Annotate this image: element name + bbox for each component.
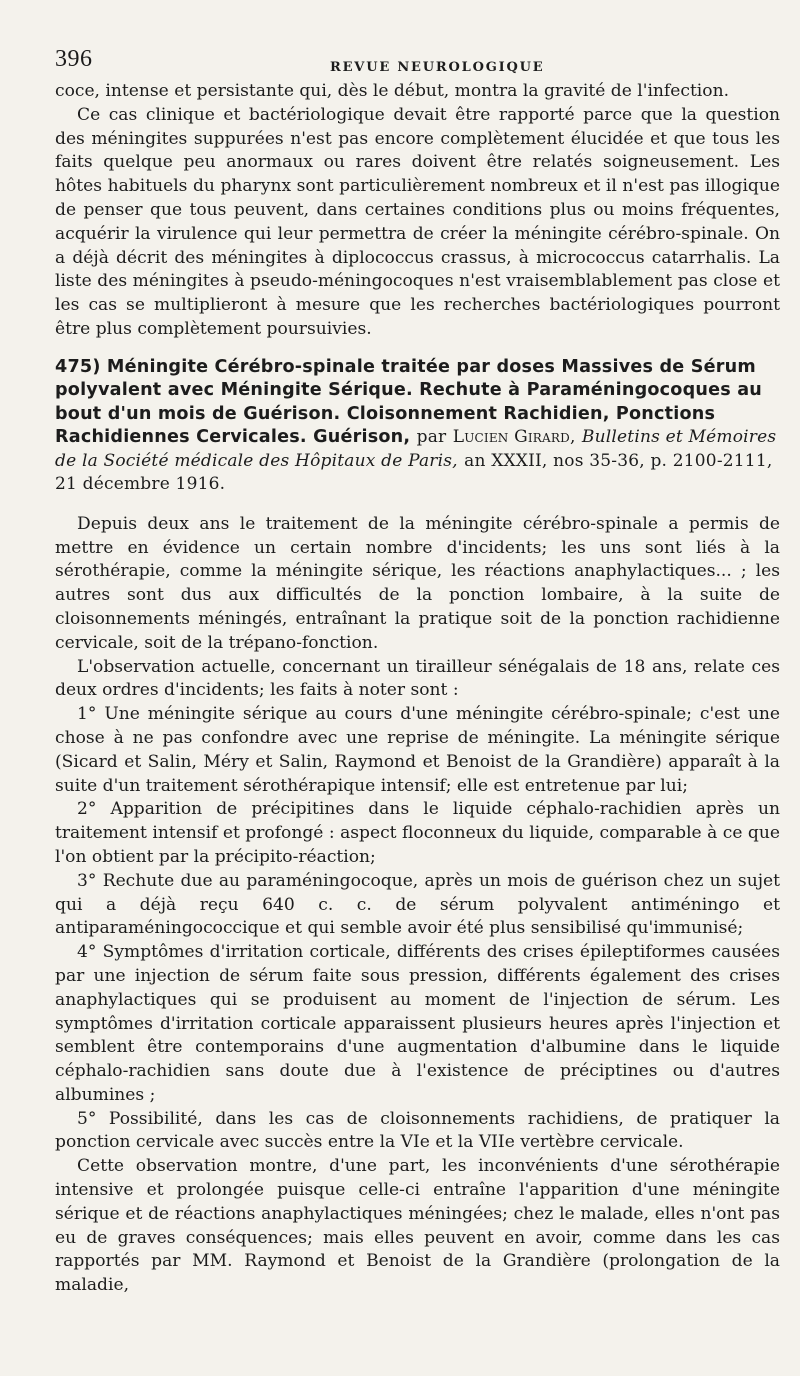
abstract-body [55,513,780,1298]
journal-page [55,40,780,1360]
body-paragraph: 1° Une méningite sérique au cours d'une méningite cérébro-spinale; c'est une chose à ne pas confondre avec une reprise de méningite. La méningite sérique (Sicard et Salin, Méry et Salin, Raymond et Benoist de la Grandière) apparaît à la suite d'un traitement sérothérapique intensif; elle est entretenue par lui; [55,704,780,796]
body-paragraph: 2° Apparition de précipitines dans le liquide céphalo-rachidien après un traitement intensif et profongé : aspect floconneux du liquide, comparable à ce que l'on obtient par la précipito-réaction; [55,799,780,867]
abstract-number: 475) [55,356,101,377]
body-paragraph: L'observation actuelle, concernant un tirailleur sénégalais de 18 ans, relate ces deux ordres d'incidents; les faits à noter sont : [55,656,780,701]
page-number: 396 [55,46,93,72]
abstract-citation: an XXXII, nos 35-36, p. 2100-2111, 21 décembre 1916. [55,450,773,495]
abstract-heading [55,356,780,497]
page-header [55,40,780,80]
abstract-title-line [55,356,780,497]
intro-paragraph: Ce cas clinique et bactériologique devait être rapporté parce que la question des méningites suppurées n'est pas encore complètement élucidée et que tous les faits quelque peu anormaux ou rares doivent être relatés soigneusement. Les hôtes habituels du pharynx sont particulièrement nombreux et il n'est pas illogique de penser que tous peuvent, dans certaines conditions plus ou moins fréquentes, acquérir la virulence qui leur permettra de créer la méningite cérébro-spinale. On a déjà décrit des méningites à diplococcus crassus, à micrococcus catarrhalis. La liste des méningites à pseudo-méningocoques n'est vraisemblablement pas close et les cas se multiplieront à mesure que les recherches bactériologiques pourront être plus complètement poursuivies. [55,104,780,339]
running-head: REVUE NEUROLOGIQUE [330,60,545,75]
abstract-author: Lucien Girard, [452,427,576,448]
abstract-source: Bulletins et Mémoires de la Société médicale des Hôpitaux de Paris, [55,427,777,471]
abstract-title: Méningite Cérébro-spinale traitée par doses Massives de Sérum polyvalent avec Méningite Sérique. Rechute à Paraméningocoques au bout d'un mois de Guérison. Cloisonnement Rachidien, Ponctions Rachidiennes Cervicales. Guérison, [55,356,763,448]
intro-paragraph: coce, intense et persistante qui, dès le début, montra la gravité de l'infection. [55,81,730,101]
body-paragraph: Depuis deux ans le traitement de la méningite cérébro-spinale a permis de mettre en évidence un certain nombre d'incidents; les uns sont liés à la sérothérapie, comme la méningite sérique, les réactions anaphylactiques... ; les autres sont dus aux difficultés de la ponction lombaire, à la suite de cloisonnements méningés, entraînant la pratique soit de la ponction rachidienne cervicale, soit de la trépano-fonction. [55,513,780,653]
body-paragraph: 5° Possibilité, dans les cas de cloisonnements rachidiens, de pratiquer la ponction cervicale avec succès entre la VIe et la VIIe vertèbre cervicale. [55,1108,780,1153]
abstract-by: par [416,427,447,448]
body-paragraph: Cette observation montre, d'une part, les inconvénients d'une sérothérapie intensive et prolongée puisque celle-ci entraîne l'apparition d'une méningite sérique et de réactions anaphylactiques méningées; chez le malade, elles n'ont pas eu de graves conséquences; mais elles peuvent en avoir, comme dans les cas rapportés par MM. Raymond et Benoist de la Grandière (prolongation de la maladie, [55,1156,780,1296]
intro-block [55,80,780,342]
body-paragraph: 4° Symptômes d'irritation corticale, différents des crises épileptiformes causées par une injection de sérum faite sous pression, différents également des crises anaphylactiques qui se produisent au moment de l'injection de sérum. Les symptômes d'irritation corticale apparaissent plusieurs heures après l'injection et semblent être contemporains d'une augmentation d'albumine dans le liquide céphalo-rachidien sans doute due à l'existence de préciptines ou d'autres albumines ; [55,942,780,1105]
body-paragraph: 3° Rechute due au paraméningocoque, après un mois de guérison chez un sujet qui a déjà reçu 640 c. c. de sérum polyvalent antiméningo et antiparaméningococcique et qui semble avoir été plus sensibilisé qu'immunisé; [55,870,780,939]
